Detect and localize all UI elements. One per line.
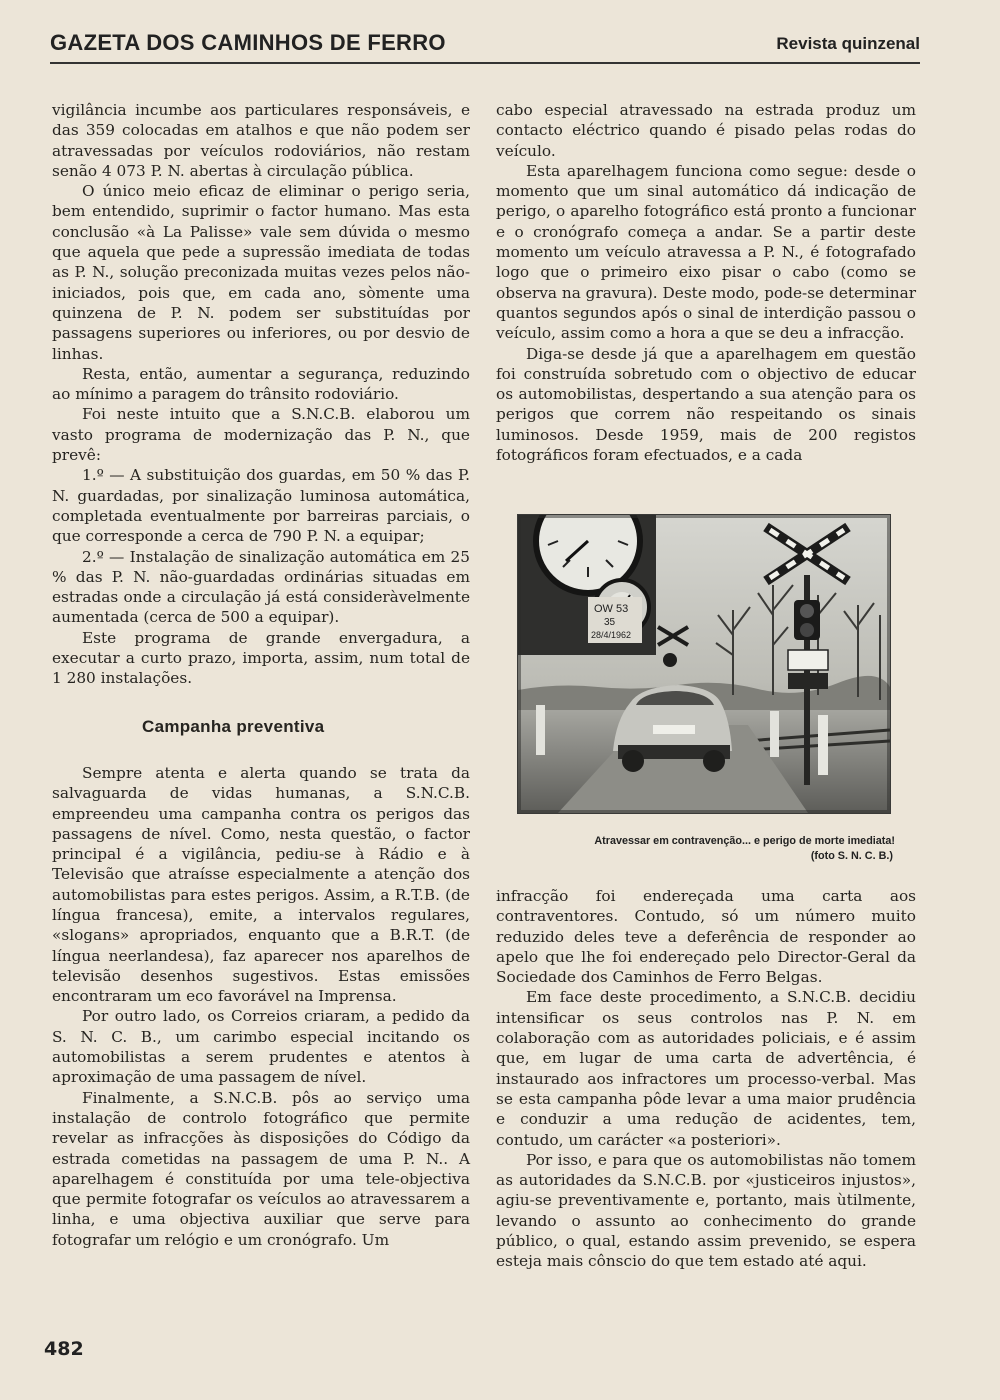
- journal-subtitle: Revista quinzenal: [776, 34, 920, 53]
- journal-title: GAZETA DOS CAMINHOS DE FERRO: [50, 30, 446, 55]
- photo-caption: [500, 834, 895, 864]
- paragraph: cabo especial atravessado na estrada produz um contacto eléctrico quando é pisado pelas rodas do veículo.: [496, 101, 916, 160]
- paragraph: Diga-se desde já que a aparelhagem em questão foi construída sobretudo com o objectivo de educar os automobilistas, despertando a sua atenção para os perigos que correm não respeitando os sinais luminosos. Desde 1959, mais de 200 registos fotográficos foram efectuados, e a cada: [496, 344, 916, 465]
- right-column-top: [496, 100, 916, 465]
- caption-text: Atravessar em contravenção... e perigo de morte imediata!: [594, 835, 895, 847]
- paragraph: infracção foi endereçada uma carta aos contraventores. Contudo, só um número muito reduzido deles teve a deferência de responder ao apelo que lhe foi endereçado pelo Director-Geral da Sociedade dos Caminhos de Ferro Belgas.: [496, 887, 916, 987]
- paragraph: O único meio eficaz de eliminar o perigo seria, bem entendido, suprimir o factor humano. Mas esta conclusão «à La Palisse» vale sem dúvida o mesmo que aquela que pede a supressão imediata de todas as P. N., solução preconizada muitas vezes pelos não-iniciados, pois que, em cada ano, sòmente uma quinzena de P. N. podem ser substituídas por passagens superiores ou inferiores, ou por desvio de linhas.: [52, 182, 470, 363]
- level-crossing-photo: [517, 514, 891, 814]
- header-rule: [50, 62, 920, 64]
- paragraph: Foi neste intuito que a S.N.C.B. elaborou um vasto programa de modernização das P. N., que prevê:: [52, 405, 470, 465]
- plate-text-3: 28/4/1962: [591, 630, 632, 640]
- page-number: 482: [44, 1338, 84, 1360]
- paragraph: Resta, então, aumentar a segurança, reduzindo ao mínimo a paragem do trânsito rodoviário.: [52, 364, 470, 404]
- caption-credit: (foto S. N. C. B.): [810, 850, 893, 862]
- plate-text-1: OW 53: [594, 603, 629, 615]
- section-heading: Campanha preventiva: [142, 716, 325, 736]
- list-item: 2.º — Instalação de sinalização automática em 25 % das P. N. não-guardadas ordinárias situadas em estradas onde a circulação já está consideràvelmente aumentada (cerca de 500 a equipar).: [52, 547, 470, 627]
- plate-text-2: 35: [604, 617, 616, 628]
- paragraph: Sempre atenta e alerta quando se trata da salvaguarda de vidas humanas, a S.N.C.B. empreendeu uma campanha contra os perigos das passagens de nível. Como, nesta questão, o factor principal é a vigilância, pediu-se à Rádio e à Televisão que atraísse especialmente a atenção dos automobilistas para estes perigos. Assim, a R.T.B. (de língua francesa), emite, a intervalos regulares, «slogans» apropriados, enquanto que a B.R.T. (de língua neerlandesa), faz aparecer nos aparelhos de televisão desenhos sugestivos. Estas emissões encontraram um eco favorável na Imprensa.: [52, 763, 470, 1006]
- paragraph: Em face deste procedimento, a S.N.C.B. decidiu intensificar os seus controlos nas P. N. em colaboração com as autoridades policiais, e é assim que, em lugar de uma carta de advertência, é instaurado aos infractores um processo-verbal. Mas se esta campanha pôde levar a uma maior prudência e conduzir a uma redução de acidentes, tem, contudo, um carácter «a posteriori».: [496, 988, 916, 1149]
- list-item: 1.º — A substituição dos guardas, em 50 % das P. N. guardadas, por sinalização luminosa automática, completada eventualmente por barreiras parciais, o que corresponde a cerca de 790 P. N. a equipar;: [52, 466, 470, 546]
- paragraph: Esta aparelhagem funciona como segue: desde o momento que um sinal automático dá indicação de perigo, o aparelho fotográfico está pronto a funcionar e o cronógrafo começa a andar. Se a partir deste momento um veículo atravessa a P. N., é fotografado logo que o primeiro eixo pisar o cabo (como se observa na gravura). Deste modo, pode-se determinar quantos segundos após o sinal de interdição passou o veículo, assim como a hora a que se deu a infracção.: [496, 161, 917, 343]
- paragraph: Por outro lado, os Correios criaram, a pedido da S. N. C. B., um carimbo especial incitando os automobilistas a serem prudentes e atentos à aproximação de uma passagem de nível.: [52, 1007, 470, 1087]
- photo-illustration: [518, 515, 890, 813]
- paragraph: Este programa de grande envergadura, a executar a curto prazo, importa, assim, num total de 1 280 instalações.: [52, 628, 470, 688]
- paragraph: Por isso, e para que os automobilistas não tomem as autoridades da S.N.C.B. por «justiceiros injustos», agiu-se preventivamente e, portanto, mais ùtilmente, levando o assunto ao conhecimento do grande público, o qual, estando assim prevenido, se espera esteja mais cônscio do que tem estado até aqui.: [496, 1150, 916, 1271]
- left-column: [52, 100, 470, 1250]
- paragraph: Finalmente, a S.N.C.B. pôs ao serviço uma instalação de controlo fotográfico que permite revelar as infracções às disposições do Código da estrada cometidas na passagem de uma P. N.. A aparelhagem é constituída por uma tele-objectiva que permite fotografar os veículos ao atravessarem a linha, e uma objectiva auxiliar que serve para fotografar um relógio e um cronógrafo. Um: [52, 1088, 470, 1249]
- right-column-bottom: [496, 886, 916, 1272]
- paragraph: vigilância incumbe aos particulares responsáveis, e das 359 colocadas em atalhos e que não podem ser atravessadas por veículos rodoviários, não restam senão 4 073 P. N. abertas à circulação pública.: [52, 101, 470, 180]
